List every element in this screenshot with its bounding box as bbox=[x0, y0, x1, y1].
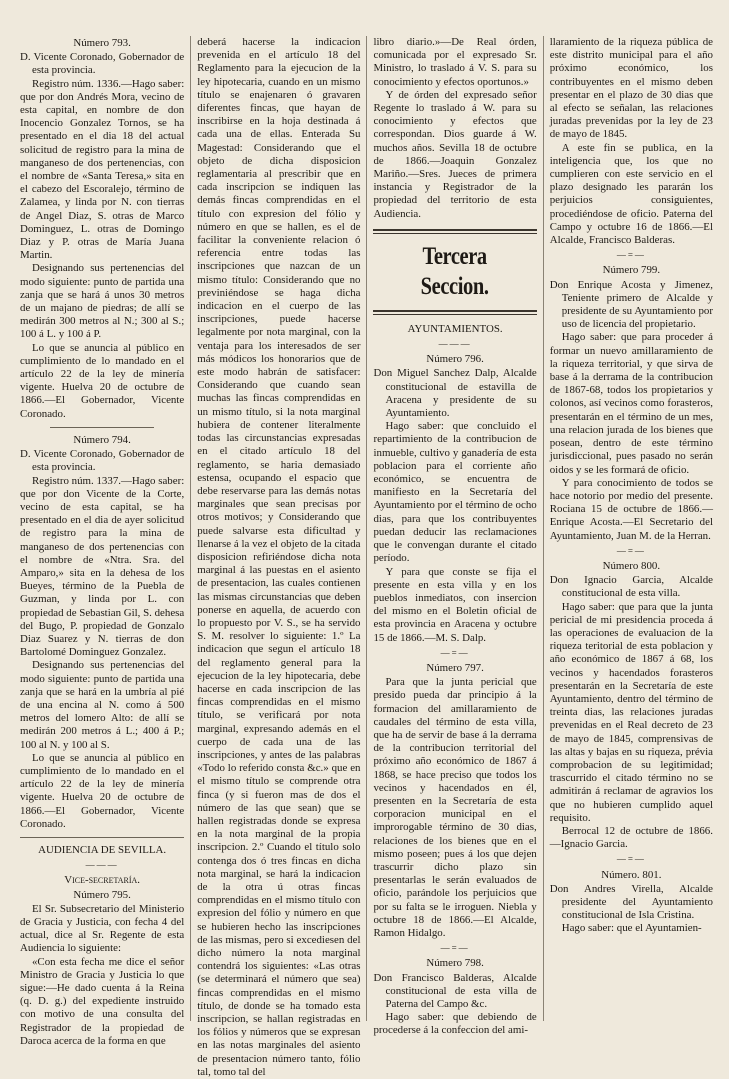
notice-heading: Número 795. bbox=[73, 888, 131, 901]
column-2 bbox=[190, 36, 366, 1078]
notice-heading: Número 793. bbox=[73, 37, 131, 49]
notice-heading: AUDIENCIA DE SEVILLA. bbox=[38, 843, 167, 856]
paragraph: Lo que se anuncia al público en cumplimiento de lo mandado en el artículo 22 de la ley de minería vigente. Huelva 20 de octubre de 1866.—El Gobernador, Vicente Coronado. bbox=[20, 341, 185, 420]
notice-heading: Número 797. bbox=[426, 661, 484, 674]
paragraph: Hago saber: que el Ayuntamien- bbox=[561, 922, 702, 935]
notice-heading: Número. 801. bbox=[601, 868, 662, 881]
notice-heading: Número 800. bbox=[602, 559, 661, 572]
paragraph: Berrocal 12 de octubre de 1866. —Ignacio Garcia. bbox=[549, 824, 713, 851]
notice-official: Don Enrique Acosta y Jimenez, Teniente primero de Alcalde y presidente de su Ayuntamiento por uso de licencia del propietario. bbox=[549, 278, 713, 331]
ornament-divider: —=— bbox=[616, 545, 646, 556]
paragraph-continued: libro diario.»—De Real órden, comunicada por el expresado Sr. Ministro, lo traslado á V. S. para su conocimiento y efectos oportunos.» bbox=[373, 36, 537, 88]
paragraph: Hago saber: que para que la junta pericial de mi presidencia proceda á las operaciones de evaluacion de la riqueza teritorial de esta poblacion y año económico de 1867 á 68, los vecinos y hacendados forasteros presentarán en la Secretaría de este Ayuntamiento, dentro del término de treinta dias, las relaciones juradas prevenidas en el Real decreto de 23 de mayo de 1845, comprensivas de las altas y bajas en su riqueza, prévia comprobacion de su legitimidad; trascurrido el citado término no se admitirán á reclamar de agravios los que no hubieren cumplido aquel requisito. bbox=[549, 600, 713, 824]
notice-official: D. Vicente Coronado, Gobernador de esta provincia. bbox=[20, 448, 185, 474]
paragraph-continued: llaramiento de la riqueza pública de este distrito municipal para el año próximo económico, los contribuyentes en el mismo deben presentar en el plazo de 30 dias que al efecto se señalan, las relaciones juradas prevenidas por la ley de 23 de mayo de 1845. bbox=[549, 36, 713, 141]
notice-heading: Número 799. bbox=[602, 264, 661, 277]
notice-official: D. Vicente Coronado, Gobernador de esta provincia. bbox=[20, 51, 185, 77]
notice-official: Don Ignacio Garcia, Alcalde constitucional de esta villa. bbox=[549, 574, 713, 600]
paragraph: A este fin se publica, en la inteligencia que, los que no cumplieren con este servicio en el plazo designado les pararán los perjuicios consiguientes, procediéndose de oficio. Paterna del Campo y octubre 16 de 1866.—El Alcalde, Francisco Balderas. bbox=[549, 141, 713, 247]
paragraph: Registro núm. 1336.—Hago saber: que por don Andrés Mora, vecino de esta capital, en nombre de don Inocencio Gonzalez Tornos, se ha presentado en el dia 18 del actual solicitud de registro para la mina de manganeso de dos pertenencias, con el nombre de «Santa Teresa,» sita en el cabezo del Escoralejo, término de Zalamea, y linda por N. con tierras de Angel Diaz, S. otras de Marco Dominguez, L. otras de Domingo Diaz y P. otras de María Juana Martin. bbox=[20, 77, 185, 262]
paragraph: Y para conocimiento de todos se hace notorio por medio del presente. Rociana 15 de octubre de 1866.—Enrique Acosta.—El Secretario del Ayuntamiento, Juan M. de la Herran. bbox=[549, 476, 713, 542]
ornament-divider: —=— bbox=[440, 647, 470, 658]
section-title: Tercera Seccion. bbox=[421, 242, 490, 300]
ornament-divider: —=— bbox=[616, 250, 646, 261]
ornament-divider: ——— bbox=[85, 860, 119, 871]
notice-heading: Número 796. bbox=[426, 353, 484, 366]
notice-heading: AYUNTAMIENTOS. bbox=[407, 322, 503, 335]
ornament-divider: ——— bbox=[438, 339, 472, 350]
notice-official: Don Miguel Sanchez Dalp, Alcalde constitucional de estavilla de Aracena y presidente de su Ayuntamiento. bbox=[373, 367, 537, 420]
paragraph: Hago saber: que para proceder á formar un nuevo amillaramiento de la riqueza territorial, y que sirva de base á la derrama de la contribucion de 1867-68, todos los propietarios y colonos, así vecinos como forasteros, presentarán en el término de un mes, una relacion jurada de los bienes que posean, dentro de este término jurisdiccional, pues pasado no serán oidos y se les formará de oficio. bbox=[549, 331, 713, 476]
paragraph: Y para que conste se fija el presente en esta villa y en los pueblos inmediatos, con insercion del mismo en el Boletin oficial de esta provincia en Aracena y octubre 15 de 1866.—M. S. Dalp. bbox=[373, 565, 537, 644]
paragraph: Para que la junta pericial que presido pueda dar principio á la formacion del amillaramiento de caudales del término de esta villa, que ha de servir de base á la derrama de la contribucion territorial del próximo año económico de 1867 á 1868, se hace preciso que todos los vecinos y hacendados en él, presenten en la Secretaría de esta corporacion municipal en el improrogable término de 30 dias, relaciones de los bienes que en el mismo poseen; pues á los que dejen trascurrir dicho plazo sin presentarlas le serán evaluados de oficio, parándole los perjuicios que por su falta se le irroguen. Niebla y octubre 18 de 1866.—El Alcalde, Ramon Hidalgo. bbox=[373, 676, 537, 939]
columns bbox=[14, 36, 719, 1078]
paragraph: Hago saber: que concluido el repartimiento de la contribucion de inmueble, cultivo y ganadería de esta poblacion para el corriente año económico, se encuentra de manifiesto en la Secretaría del Ayuntamiento por el término de ocho dias, para que los contribuyentes puedan deducir las reclamaciones que le convengan durante el citado período. bbox=[373, 420, 537, 565]
paragraph: El Sr. Subsecretario del Ministerio de Gracia y Justicia, con fecha 4 del actual, dice al Sr. Regente de esta Audiencia lo siguiente: bbox=[20, 902, 185, 955]
paragraph: Hago saber: que debiendo de procederse á la confeccion del ami- bbox=[373, 1011, 537, 1037]
notice-heading: Vice-secretaría. bbox=[64, 874, 141, 887]
paragraph-continued: deberá hacerse la indicacion prevenida en el artículo 18 del Reglamento para la ejecucion de la ley hipotecaria, cuando en un mismo título se enajenaren ó gravaren diferentes fincas, que hayan de inscribirse en la hoja destinada á cada una de ellas. Enterada Su Magestad: Considerando que el objeto de dicha disposicion reglamentaria al prescribir que en cada inscripcion se indiquen las demás fincas comprendidas en el título con expresion del fólio y número en que se hallen, es el de facilitar la conveniente relacion ó referencia entre todas las inscripciones que nazcan de un mismo título: Considerando que no previniéndose se haga dicha indicacion en el cuerpo de las inscripciones, puede hacerse legalmente por nota marginal, con la ventaja para los interesados de ser más módicos los honorarios que de este modo habrán de satisfacer: Considerando que cuando sean muchas las fincas comprendidas en un mismo título, si la nota marginal hubiera de contener literalmente todas las circunstancias expresadas en el citado artículo 18 del reglamento, se haria demasiado estensa, ocupando el espacio que debe reservarse para las demás notas marginales que sean precisas por otros motivos; y Considerando que puede salvarse esta dificultad y llenarse á la vez el objeto de la citada disposicion refiriéndose dicha nota marginal á las puestas en el asiento de presentacion, las cuales contienen las mismas circunstancias que deben ponerse en aquella, de acuerdo con lo propuesto por V. S., se ha servido S. M. resolver lo siguiente: 1.º La indicacion que segun el artículo 18 del reglamento general para la ejecucion de la ley hipotecaria, debe hacerse en cada inscripcion de las fincas comprendidas en el mismo título, se verificará por nota marginal, expresando además en el cuerpo de cada una de las inscripciones, y antes de las palabras «Todo lo referido consta &c.» que en el mismo título se comprende otra finca (y si fueron mas de dos el número de las que sean) que se hallen registradas donde se expresa en la nota marginal de la propia inscripcion. 2.º Cuando el título solo contenga dos ó tres fincas en dicha nota marginal, se hará la indicacion de la otra ú otras fincas comprendidas en el mismo título con expresion del fólio y número en que se hubieren hecho las inscripciones de las mismas, pero si excediesen del dicho número la nota marginal contendrá los siguientes: «Las otras (se determinará el número que sea) fincas comprendidas en el mismo título, de donde se ha tomado esta inscripcion, se hallan registradas en los fólios y números que se expresan en las notas marginales del asiento de presentacion número tanto, fólio tal, tomo tal del bbox=[197, 36, 361, 1078]
paragraph: Designando sus pertenencias del modo siguiente: punto de partida una zanja que se hará á unos 30 metros de un majano de piedras; de allí se medirán 300 metros al N.; 300 al S.; 100 á L. y 100 á P. bbox=[20, 262, 185, 341]
notice-official: Don Andres Virella, Alcalde presidente del Ayuntamiento constitucional de Isla Cristina. bbox=[549, 882, 713, 922]
divider bbox=[20, 837, 184, 838]
divider bbox=[50, 427, 154, 428]
paragraph: «Con esta fecha me dice el señor Ministro de Gracia y Justicia lo que sigue:—He dado cuenta á la Reina (q. D. g.) del expediente instruido con motivo de una consulta del Registrador de la propiedad de Daroca acerca de la forma en que bbox=[20, 955, 185, 1047]
column-1 bbox=[14, 36, 190, 1047]
paragraph: Designando sus pertenencias del modo siguiente: punto de partida una zanja que se hará en la umbría al pié de una encina al N. como á 500 metros del lomero Alto: de allí se medirán 200 metros á L.; 400 á P.; 100 al N. y 100 al S. bbox=[20, 659, 185, 751]
double-rule bbox=[373, 229, 536, 234]
paragraph: Lo que se anuncia al público en cumplimiento de lo mandado en el artículo 22 de la ley de minería vigente. Huelva 20 de octubre de 1866.—El Gobernador, Vicente Coronado. bbox=[20, 751, 185, 830]
notice-heading: Número 798. bbox=[426, 957, 484, 970]
double-rule bbox=[373, 310, 536, 315]
notice-official: Don Francisco Balderas, Alcalde constitucional de esta villa de Paterna del Campo &c. bbox=[373, 971, 537, 1010]
column-4 bbox=[543, 36, 719, 1021]
paragraph: Y de órden del expresado señor Regente lo traslado á W. para su conocimiento y efectos que correspondan. Dios guarde á W. muchos años. Sevilla 18 de octubre de 1866.—Joaquin Gonzalez Mariño.—Sres. Jueces de primera instancia y Registrador de la propiedad del territorio de esta Audiencia. bbox=[373, 88, 537, 220]
ornament-divider: —=— bbox=[440, 943, 470, 954]
notice-heading: Número 794. bbox=[73, 433, 131, 446]
column-3 bbox=[366, 36, 542, 1037]
paragraph: Registro núm. 1337.—Hago saber: que por don Vicente de la Corte, vecino de esta capital, se ha presentado en el dia de ayer solicitud de registro para la mina de manganeso de dos pertenencias con el nombre de «Ntra. Sra. del Amparo,» sita en la dehesa de los Bueyes, término de la Puebla de Guzman, y linda por L. con propiedad de Sebastian Gil, S. dehesa del Bugo, P. propiedad de Gonzalo Diaz Suarez y N. tierras de don Bartolomé Dominguez Gonzalez. bbox=[20, 474, 185, 659]
ornament-divider: —=— bbox=[616, 854, 646, 865]
